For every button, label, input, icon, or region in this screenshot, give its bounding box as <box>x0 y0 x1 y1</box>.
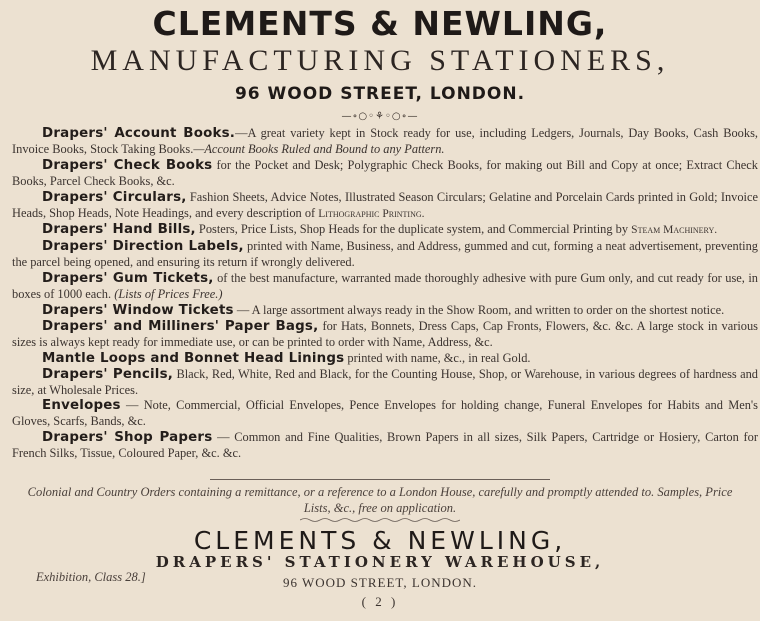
product-list <box>12 126 758 462</box>
product-heading: Drapers' and Milliners' Paper Bags, <box>42 318 319 334</box>
product-entry <box>12 271 758 303</box>
wavy-divider <box>300 517 460 523</box>
firm-name-heading: CLEMENTS & NEWLING, <box>152 4 608 43</box>
product-description: printed with name, &c., in real Gold. <box>344 350 531 365</box>
product-description: — Note, Commercial, Official Envelopes, Pence Envelopes for holding change, Funeral Envelopes for Habits and Men's Gloves, Scarfs, Bands, &c. <box>12 398 758 429</box>
product-description: (Lists of Prices Free.) <box>114 287 223 302</box>
product-description: Lithographic Printing. <box>318 207 425 220</box>
product-description: Black, Red, White, Red and Black, for the Counting House, Shop, or Warehouse, in various degrees of hardness and size, at Wholesale Prices. <box>12 366 758 397</box>
product-heading: Drapers' Hand Bills, <box>42 222 196 238</box>
product-entry <box>12 158 758 190</box>
product-entry <box>12 190 758 223</box>
product-heading: Drapers' Account Books. <box>42 126 236 141</box>
ornament-divider: —∘○◦⚘◦○∘— <box>341 111 419 122</box>
product-entry <box>12 303 758 319</box>
divider-rule <box>210 479 550 480</box>
product-entry <box>12 126 758 158</box>
product-heading: Drapers' Window Tickets <box>42 302 234 318</box>
trade-heading: MANUFACTURING STATIONERS, <box>90 44 670 77</box>
page-number: ( 2 ) <box>361 594 399 609</box>
exhibition-note: Exhibition, Class 28.] <box>36 570 146 584</box>
product-description: —A great variety kept in Stock ready for use, including Ledgers, Journals, Day Books, Cash Books, Invoice Books, Stock Taking Books. <box>12 126 758 156</box>
product-description: Fashion Sheets, Advice Notes, Illustrated Season Circulars; Gelatine and Porcelain Cards printed in Gold; Invoice Heads, Shop Heads, Note Headings, and every description of <box>12 189 758 220</box>
product-description: Posters, Price Lists, Shop Heads for the duplicate system, and Commercial Printing by <box>195 222 632 237</box>
product-description: Steam Machinery. <box>631 224 718 237</box>
product-heading: Drapers' Check Books <box>42 157 213 173</box>
product-heading: Mantle Loops and Bonnet Head Linings <box>42 350 345 366</box>
address-heading: 96 WOOD STREET, LONDON. <box>234 84 526 104</box>
product-heading: Drapers' Shop Papers <box>42 430 213 446</box>
product-entry <box>12 222 758 239</box>
product-description: —Account Books Ruled and Bound to any Pattern. <box>193 141 445 156</box>
product-entry <box>12 367 758 399</box>
product-entry <box>12 319 758 351</box>
product-entry <box>12 398 758 430</box>
product-description: — Common and Fine Qualities, Brown Papers in all sizes, Silk Papers, Cartridge or Hosiery, Carton for French Silks, Tissue, Coloured Paper, &c. &c. <box>12 430 758 461</box>
product-heading: Envelopes <box>42 398 121 414</box>
product-entry <box>12 239 758 271</box>
footer-firm-name: CLEMENTS & NEWLING, <box>193 526 567 555</box>
product-description: — A large assortment always ready in the Show Room, and written to order on the shortest notice. <box>233 302 725 317</box>
product-description: for the Pocket and Desk; Polygraphic Check Books, for making out Bill and Copy at once; Extract Check Books, Parcel Check Books, &c. <box>12 157 758 188</box>
product-heading: Drapers' Circulars, <box>42 189 187 205</box>
product-heading: Drapers' Pencils, <box>42 366 174 382</box>
footer-address: 96 WOOD STREET, LONDON. <box>282 575 478 590</box>
product-description: printed with Name, Business, and Address, gummed and cut, forming a neat advertisement, preventing the parcel being opened, and ensuring its return if wrongly delivered. <box>12 239 758 270</box>
product-description: of the best manufacture, warranted made thoroughly adhesive with pure Gum only, and cut ready for use, in boxes of 1000 each. <box>12 271 758 302</box>
footer-trade: DRAPERS' STATIONERY WAREHOUSE, <box>155 553 605 571</box>
product-entry <box>12 351 758 367</box>
orders-notice: Colonial and Country Orders containing a remittance, or a reference to a London House, carefully and promptly attended to. Samples, Price Lists, &c., free on application. <box>27 485 733 515</box>
product-entry <box>12 430 758 462</box>
product-description: for Hats, Bonnets, Dress Caps, Cap Fronts, Flowers, &c. &c. A large stock in various sizes is always kept ready for immediate use, or can be printed to order with Name, Address, &c. <box>12 318 759 349</box>
product-heading: Drapers' Direction Labels, <box>42 239 244 255</box>
product-heading: Drapers' Gum Tickets, <box>42 271 214 287</box>
